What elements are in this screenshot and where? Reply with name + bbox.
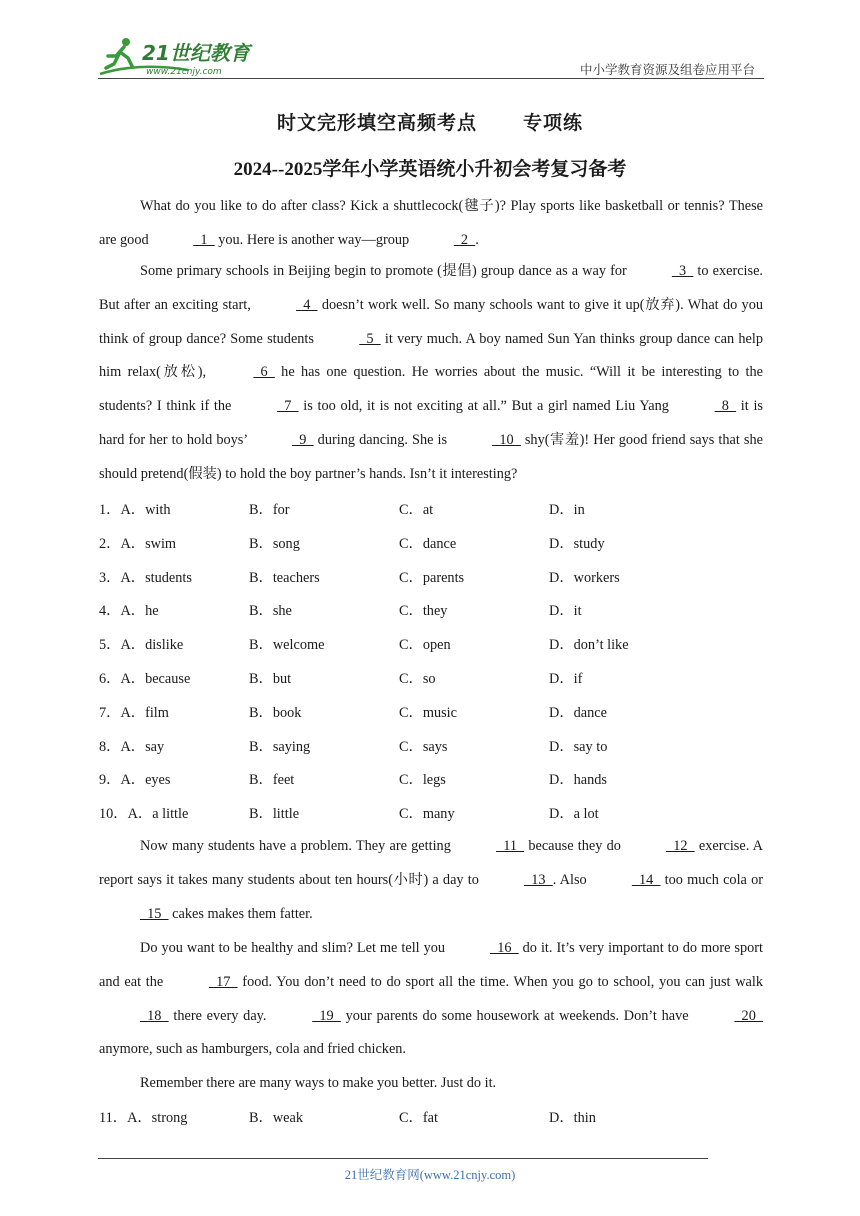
passage-text: you. Here is another way—group bbox=[214, 231, 413, 248]
option-b[interactable]: B．song bbox=[249, 535, 300, 552]
logo-url: www.21cnjy.com bbox=[146, 67, 222, 77]
option-a[interactable]: 7．A．film bbox=[99, 704, 169, 721]
passage-text: too much cola or bbox=[660, 871, 763, 888]
passage-text: your parents do some housework at weekends. Don’t have bbox=[340, 1007, 694, 1024]
question-row bbox=[99, 1101, 763, 1135]
option-d[interactable]: D．in bbox=[549, 502, 585, 518]
option-c[interactable]: C．open bbox=[399, 637, 451, 654]
passage-text: What do you like to do after class? Kick a shuttlecock(毽子)? Play sports like basketball or tennis? These are good bbox=[99, 198, 763, 248]
option-d[interactable]: D．it bbox=[549, 603, 582, 620]
question-row bbox=[99, 797, 763, 831]
blank-20: 20 bbox=[734, 1007, 763, 1024]
question-row bbox=[99, 561, 763, 595]
option-c[interactable]: C．many bbox=[399, 806, 455, 823]
blank-19: 19 bbox=[312, 1007, 341, 1024]
blank-11: 11 bbox=[496, 838, 525, 854]
passage-text: there every day. bbox=[168, 1007, 272, 1024]
option-a[interactable]: 11．A．strong bbox=[99, 1110, 188, 1126]
logo-text: 21世纪教育 bbox=[142, 41, 250, 65]
page-title bbox=[0, 108, 860, 135]
passage-text: shy(害羞)! Her good friend says that she should pretend(假装) to hold the boy partner’s hands. Isn’t it interesting? bbox=[99, 431, 763, 482]
blank-18: 18 bbox=[140, 1007, 169, 1024]
paragraph bbox=[99, 932, 763, 1067]
passage-text: do it. It’s very important to do more sport and eat the bbox=[99, 940, 763, 990]
passage-text: it is hard for her to hold boys’ bbox=[99, 398, 763, 448]
passage-text: doesn’t work well. So many schools want to give it up(放弃). What do you think of group dance? Some students bbox=[99, 296, 763, 347]
option-a[interactable]: 10．A．a little bbox=[99, 806, 189, 823]
passage-text: Some primary schools in Beijing begin to promote (提倡) group dance as a way for bbox=[140, 263, 631, 279]
passage-text: Remember there are many ways to make you better. Just do it. bbox=[140, 1075, 497, 1091]
blank-7: 7 bbox=[277, 398, 299, 415]
blank-8: 8 bbox=[714, 398, 737, 415]
option-d[interactable]: D．a lot bbox=[549, 806, 599, 823]
question-row bbox=[99, 527, 763, 561]
passage-text: he has one question. He worries about the music. “Will it be interesting to the students? I think if the bbox=[99, 364, 763, 415]
question-row bbox=[99, 594, 763, 628]
option-a[interactable]: 3．A．students bbox=[99, 569, 192, 586]
passage-text: . Also bbox=[552, 871, 591, 888]
option-d[interactable]: D．if bbox=[549, 671, 583, 687]
question-row bbox=[99, 493, 763, 527]
header-platform-text: 中小学教育资源及组卷应用平台 bbox=[579, 63, 755, 77]
option-d[interactable]: D．dance bbox=[549, 704, 607, 721]
footer-divider bbox=[98, 1158, 708, 1159]
passage-text: . bbox=[475, 231, 479, 248]
footer-text: 21世纪教育网(www.21cnjy.com) bbox=[344, 1168, 516, 1182]
option-c[interactable]: C．at bbox=[399, 502, 434, 518]
option-d[interactable]: D．thin bbox=[549, 1110, 596, 1126]
title-sub: 专项练 bbox=[523, 113, 584, 134]
blank-13: 13 bbox=[524, 871, 553, 888]
blank-1: 1 bbox=[193, 231, 215, 248]
option-a[interactable]: 6．A．because bbox=[99, 671, 191, 687]
blank-16: 16 bbox=[490, 940, 519, 956]
passage-text: it very much. A boy named Sun Yan thinks group dance can help him relax(放松), bbox=[99, 330, 763, 381]
option-b[interactable]: B．saying bbox=[249, 738, 311, 755]
option-a[interactable]: 1．A．with bbox=[99, 502, 171, 518]
question-row bbox=[99, 662, 763, 696]
passage-text: during dancing. She is bbox=[313, 431, 452, 448]
option-b[interactable]: B．for bbox=[249, 502, 290, 518]
blank-4: 4 bbox=[296, 296, 318, 313]
passage-text: because they do bbox=[524, 838, 626, 854]
option-a[interactable]: 2．A．swim bbox=[99, 535, 177, 552]
option-d[interactable]: D．workers bbox=[549, 569, 620, 586]
option-c[interactable]: C．they bbox=[399, 603, 448, 620]
option-b[interactable]: B．she bbox=[249, 603, 292, 620]
option-c[interactable]: C．dance bbox=[399, 535, 457, 552]
passage-text: is too old, it is not exciting at all.” But a girl named Liu Yang bbox=[298, 398, 674, 415]
logo-21cnjy bbox=[98, 34, 268, 78]
option-b[interactable]: B．weak bbox=[249, 1110, 303, 1126]
option-a[interactable]: 8．A．say bbox=[99, 738, 165, 755]
question-row bbox=[99, 763, 763, 797]
blank-10: 10 bbox=[492, 431, 521, 448]
option-c[interactable]: C．says bbox=[399, 738, 448, 755]
blank-3: 3 bbox=[671, 263, 694, 279]
option-b[interactable]: B．book bbox=[249, 704, 302, 721]
blank-14: 14 bbox=[631, 871, 661, 888]
paragraph bbox=[99, 1067, 763, 1101]
passage-text: anymore, such as hamburgers, cola and fried chicken. bbox=[99, 1041, 407, 1058]
question-row bbox=[99, 696, 763, 730]
passage-text: food. You don’t need to do sport all the time. When you go to school, you can just walk bbox=[237, 973, 763, 990]
option-b[interactable]: B．little bbox=[249, 806, 300, 823]
blank-15: 15 bbox=[140, 905, 169, 922]
option-c[interactable]: C．parents bbox=[399, 569, 465, 586]
blank-2: 2 bbox=[453, 231, 476, 248]
option-d[interactable]: D．hands bbox=[549, 772, 607, 789]
header-divider bbox=[98, 78, 764, 79]
title-main: 时文完形填空高频考点 bbox=[276, 113, 477, 134]
option-a[interactable]: 4．A．he bbox=[99, 603, 159, 620]
option-b[interactable]: B．welcome bbox=[249, 637, 325, 654]
question-row bbox=[99, 628, 763, 662]
paragraph bbox=[99, 190, 763, 258]
blank-5: 5 bbox=[359, 330, 381, 347]
option-b[interactable]: B．teachers bbox=[249, 569, 320, 586]
passage-text: Now many students have a problem. They are getting bbox=[140, 838, 456, 854]
option-c[interactable]: C．legs bbox=[399, 772, 446, 789]
option-d[interactable]: D．say to bbox=[549, 738, 608, 755]
page-subtitle: 2024--2025学年小学英语统小升初会考复习备考 bbox=[233, 159, 627, 180]
option-c[interactable]: C．music bbox=[399, 704, 457, 721]
option-b[interactable]: B．feet bbox=[249, 772, 295, 789]
question-row bbox=[99, 730, 763, 764]
blank-6: 6 bbox=[253, 364, 275, 381]
passage-text: Do you want to be healthy and slim? Let me tell you bbox=[140, 940, 450, 956]
option-c[interactable]: C．so bbox=[399, 671, 436, 687]
paragraph bbox=[99, 255, 763, 492]
page-header bbox=[98, 32, 763, 80]
paragraph bbox=[99, 830, 763, 931]
blank-9: 9 bbox=[292, 431, 314, 448]
option-a[interactable]: 5．A．dislike bbox=[99, 637, 184, 654]
passage-text: to exercise. But after an exciting start, bbox=[99, 263, 764, 313]
option-b[interactable]: B．but bbox=[249, 671, 292, 687]
option-c[interactable]: C．fat bbox=[399, 1110, 438, 1126]
option-d[interactable]: D．study bbox=[549, 535, 605, 552]
passage-text: exercise. A report says it takes many students about ten hours(小时) a day to bbox=[99, 838, 764, 888]
option-a[interactable]: 9．A．eyes bbox=[99, 772, 171, 789]
blank-12: 12 bbox=[666, 838, 695, 854]
option-d[interactable]: D．don’t like bbox=[549, 637, 629, 654]
passage-text: cakes makes them fatter. bbox=[168, 905, 313, 922]
blank-17: 17 bbox=[208, 973, 238, 990]
